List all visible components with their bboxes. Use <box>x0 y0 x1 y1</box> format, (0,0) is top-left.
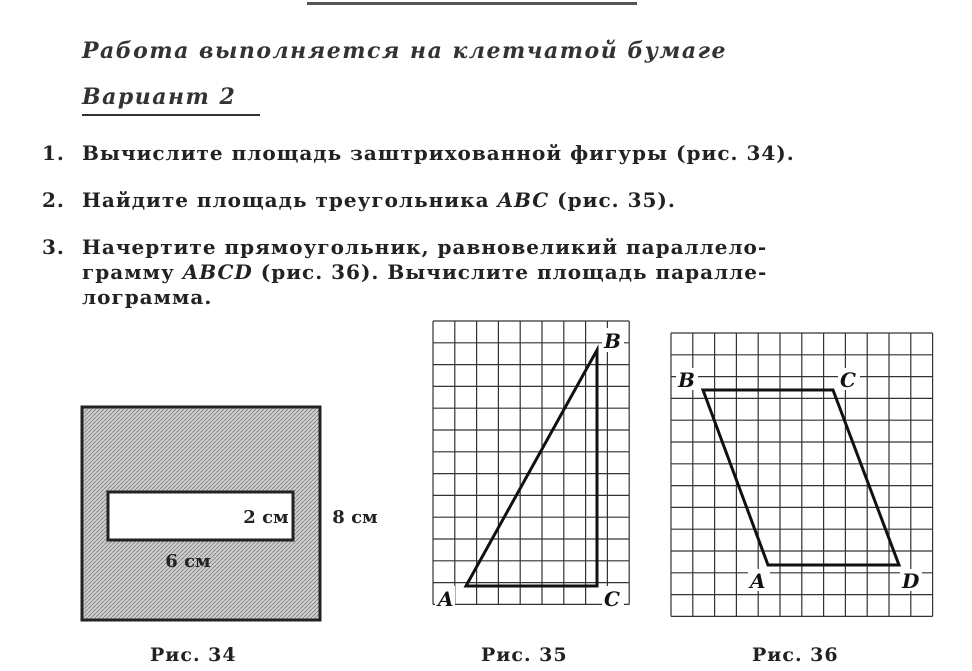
variant-underline <box>82 114 260 116</box>
vertex-d-label: D <box>902 569 920 593</box>
task-2-number: 2. <box>42 188 65 212</box>
caption-36: Рис. 36 <box>752 644 839 666</box>
task-3-line-1: Начертите прямоугольник, равновеликий параллело- <box>82 235 768 259</box>
variant-title: Вариант 2 <box>82 84 237 110</box>
grid-35 <box>433 321 629 604</box>
task-1-text: Вычислите площадь заштрихованной фигуры (рис. 34). <box>82 141 795 165</box>
task-3-number: 3. <box>42 235 65 259</box>
top-rule <box>307 2 637 5</box>
vertex-c-label: C <box>604 587 620 611</box>
task-2-text-before: Найдите площадь треугольника <box>82 188 498 212</box>
vertex-a-label: A <box>750 569 766 593</box>
caption-34: Рис. 34 <box>150 644 237 666</box>
outer-height-label: 8 см <box>332 507 378 528</box>
grid-36 <box>671 333 933 616</box>
vertex-b-label: B <box>678 368 695 392</box>
task-3-line-2-after: (рис. 36). Вычислите площадь паралле- <box>252 260 768 284</box>
parallelogram-abcd <box>703 390 899 565</box>
figure-34-drawing <box>80 405 400 630</box>
triangle-abc <box>466 350 597 586</box>
task-1 <box>42 141 795 165</box>
figure-36 <box>668 330 943 625</box>
paper-note: Работа выполняется на клетчатой бумаге <box>82 38 727 64</box>
task-2 <box>42 188 676 212</box>
caption-35: Рис. 35 <box>481 644 568 666</box>
task-3-line-3: лограмма. <box>82 285 213 309</box>
task-2-math: ABC <box>497 188 550 212</box>
task-3-line-2-before: грамму <box>82 260 183 284</box>
figure-35 <box>430 318 630 618</box>
figure-34 <box>80 405 400 630</box>
inner-height-label: 2 см <box>243 507 289 528</box>
vertex-b-label: B <box>604 329 621 353</box>
task-3 <box>42 235 767 310</box>
inner-width-label: 6 см <box>165 551 211 572</box>
task-1-number: 1. <box>42 141 65 165</box>
vertex-c-label: C <box>840 368 856 392</box>
figure-35-drawing <box>430 318 630 618</box>
task-3-math: ABCD <box>182 260 253 284</box>
task-2-text-after: (рис. 35). <box>549 188 676 212</box>
figure-36-drawing <box>668 330 943 625</box>
vertex-a-label: A <box>438 587 454 611</box>
